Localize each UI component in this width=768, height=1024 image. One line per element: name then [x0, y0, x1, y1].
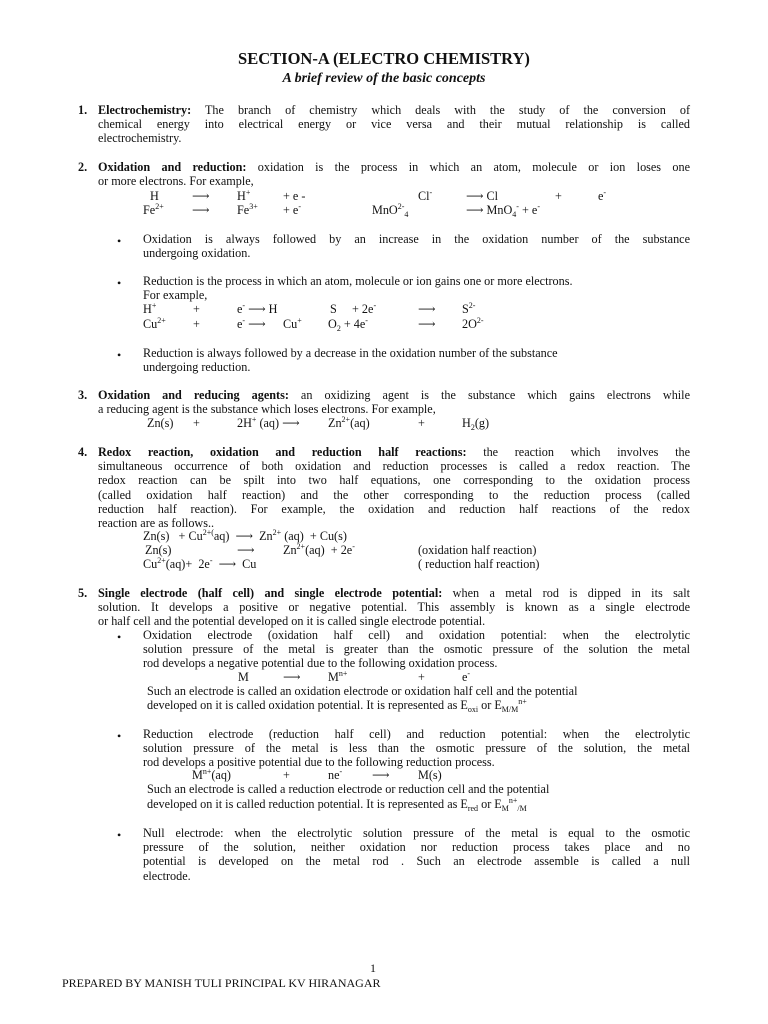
bullet: • — [117, 276, 122, 290]
page-number: 1 — [370, 961, 376, 975]
bullet: • — [117, 630, 122, 644]
bullet: • — [117, 348, 122, 362]
oxidation-electrode-note-1: Such an electrode is called an oxidation electrode or oxidation half cell and the potential — [147, 684, 578, 698]
section-4-number: 4. — [78, 445, 88, 459]
bullet-oxidation-number-increase: Oxidation is always followed by an increase in the oxidation number of the substance undergoing oxidation. — [143, 232, 690, 261]
section-5-number: 5. — [78, 586, 88, 600]
reduction-electrode-note-1: Such an electrode is called a reduction electrode or reduction cell and the potential — [147, 782, 550, 796]
bullet-reduction-definition: Reduction is the process in which an atom, molecule or ion gains one or more electrons. For example, — [143, 274, 573, 303]
section-2-text: Oxidation and reduction: oxidation is the process in which an atom, molecule or ion loses one or more electrons. For example, — [98, 160, 690, 189]
bullet: • — [117, 729, 122, 743]
section-5-text: Single electrode (half cell) and single electrode potential: when a metal rod is dipped in its salt solution. It develops a positive or negative potential. This assembly is known as a single electrode or half cell and the potential developed on it is called single electrode potential. — [98, 586, 690, 629]
section-3-text: Oxidation and reducing agents: an oxidizing agent is the substance which gains electrons while a reducing agent is the substance which loses electrons. For example, — [98, 388, 690, 417]
section-3-number: 3. — [78, 388, 88, 402]
page-subtitle: A brief review of the basic concepts — [282, 71, 486, 86]
page-title: SECTION-A (ELECTRO CHEMISTRY) — [238, 49, 530, 68]
bullet-oxidation-electrode: Oxidation electrode (oxidation half cell) and oxidation potential: when the electrolytic solution pressure of the metal is greater than the osmotic pressure of the solution the metal rod develops a negative potential due to the following oxidation process. — [143, 628, 690, 671]
section-4-text: Redox reaction, oxidation and reduction half reactions: the reaction which involves the simultaneous occurrence of both oxidation and reduction processes is called a redox reaction. The redox reaction can be spilt into two half equations, one corresponding to the oxidation process (called oxidation half reaction) and the other corresponding to the reduction process (called reduction half reaction). For example, the oxidation and reduction half reactions of the redox reaction are as follows.. — [98, 445, 690, 531]
bullet: • — [117, 234, 122, 248]
page-footer: PREPARED BY MANISH TULI PRINCIPAL KV HIRANAGAR — [62, 976, 381, 990]
bullet-null-electrode: Null electrode: when the electrolytic solution pressure of the metal is equal to the osmotic pressure of the solution, neither oxidation nor reduction process takes place and no potential is developed on the metal rod . Such an electrode assemble is called a null electrode. — [143, 826, 690, 883]
bullet-reduction-electrode: Reduction electrode (reduction half cell) and reduction potential: when the electrolytic solution pressure of the metal is less than the osmotic pressure of the solution, the metal rod develops a positive potential due to the following reduction process. — [143, 727, 690, 770]
section-2-number: 2. — [78, 160, 88, 174]
reduction-electrode-note-2: developed on it is called reduction potential. It is represented as $E_{red}$ or $E_M^{n+}_{/M}$ — [147, 796, 527, 813]
bullet: • — [117, 828, 122, 842]
section-1-text: Electrochemistry: The branch of chemistry which deals with the study of the conversion of chemical energy into electrical energy or vice versa and their mutual relationship is called electrochemistry. — [98, 103, 690, 146]
section-1-number: 1. — [78, 103, 88, 117]
oxidation-electrode-note-2: developed on it is called oxidation potential. It is represented as $E_{oxi}$ or $E_{M/M}^{n+}$ — [147, 697, 527, 714]
bullet-oxidation-number-decrease: Reduction is always followed by a decrease in the oxidation number of the substance undergoing reduction. — [143, 346, 558, 375]
